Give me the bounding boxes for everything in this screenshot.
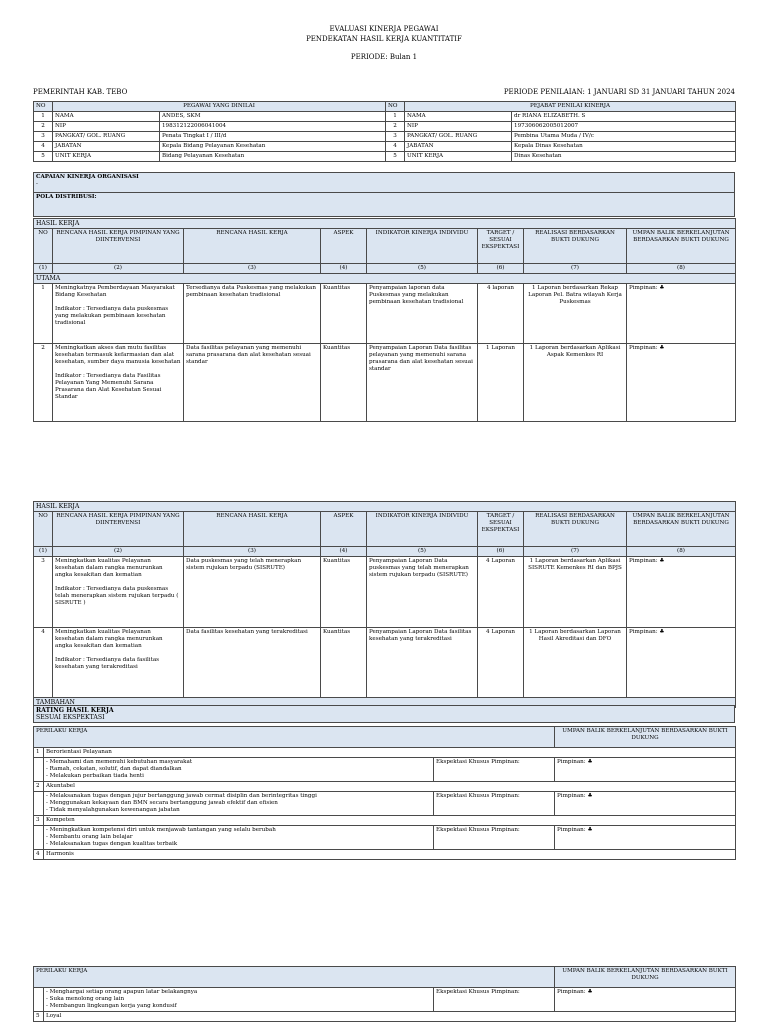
ekspektasi-label: Ekspektasi Khusus Pimpinan: [434,792,555,816]
hasil-kerja-row [34,344,736,422]
row-no: 2 [34,122,53,132]
pegawai-header: PEGAWAI YANG DINILAI [53,102,386,112]
col-num: (7) [524,264,627,274]
indikator-cell: Penyampaian Laporan Data puskesmas yang telah menerapkan sistem rujukan terpadu (SISRUTE) [367,557,478,628]
row-no: 3 [34,557,53,628]
col-num: (6) [478,264,524,274]
rhk-pimpinan-cell: Meningkatkan kualitas Pelayanan kesehatan dalam rangka menurunkan angka kesakitan dan kematian Indikator : Tersedianya data fasilitas kesehatan yang terakreditasi [53,628,184,698]
row-no: 5 [34,152,53,162]
field-label: PANGKAT/ GOL. RUANG [405,132,512,142]
blank-cell [34,826,44,850]
target-cell: 4 laporan [478,284,524,344]
rhk-pimpinan-cell: Meningkatnya Pemberdayaan Masyarakat Bidang Kesehatan Indikator : Tersedianya data puskesmas yang melakukan pembinaan kesehatan tradisional [53,284,184,344]
ekspektasi-label: Ekspektasi Khusus Pimpinan: [434,826,555,850]
col-aspek: ASPEK [321,512,367,547]
row-no: 2 [386,122,405,132]
row-no: 3 [34,132,53,142]
perilaku-row [34,816,736,826]
perilaku-name: Berorientasi Pelayanan [44,748,736,758]
row-no: 4 [34,142,53,152]
identity-row [34,132,736,142]
col-umpan-balik: UMPAN BALIK BERKELANJUTAN BERDASARKAN BUKTI DUKUNG [627,229,736,264]
aspek-cell: Kuantitas [321,557,367,628]
instansi-label: PEMERINTAH KAB. TEBO [33,88,128,96]
umpan-balik-cell: Pimpinan: ♣ [627,557,736,628]
row-no: 3 [386,132,405,142]
row-no: 5 [386,152,405,162]
umpan-balik-cell: Pimpinan: ♣ [627,284,736,344]
col-rhk-pimpinan: RENCANA HASIL KERJA PIMPINAN YANG DIINTERVENSI [53,512,184,547]
rhk-cell: Data fasilitas kesehatan yang terakreditasi [184,628,321,698]
hasil-kerja-row [34,628,736,698]
pejabat-value: dr RIANA ELIZABETH. S [512,112,736,122]
hasil-kerja-table-1 [33,218,736,422]
perilaku-header: PERILAKU KERJA [34,727,555,748]
field-label: JABATAN [405,142,512,152]
blank-cell [34,988,44,1012]
pegawai-value: 198312122006041004 [160,122,386,132]
field-label: PANGKAT/ GOL. RUANG [53,132,160,142]
identity-row [34,152,736,162]
target-cell: 1 Laporan [478,344,524,422]
pegawai-value: Penata Tingkat I / III/d [160,132,386,142]
hasil-kerja-table-2 [33,501,736,708]
perilaku-points: - Menghargai setiap orang apapun latar belakangnya - Suka menolong orang lain - Membangun lingkungan kerja yang kondusif [44,988,434,1012]
capaian-section [34,173,735,193]
row-no: 1 [34,284,53,344]
perilaku-no: 5 [34,1012,44,1022]
col-no: NO [34,229,53,264]
perilaku-name: Kompeten [44,816,736,826]
periode-penilaian-label: PERIODE PENILAIAN: 1 JANUARI SD 31 JANUARI TAHUN 2024 [503,88,735,96]
target-cell: 4 Laporan [478,628,524,698]
perilaku-table-1 [33,726,736,860]
col-rhk-pimpinan: RENCANA HASIL KERJA PIMPINAN YANG DIINTERVENSI [53,229,184,264]
realisasi-cell: 1 Laporan berdasarkan Rekap Laporan Pel. Batra wilayah Kerja Puskesmas [524,284,627,344]
utama-label: UTAMA [34,274,736,284]
perilaku-table-2 [33,966,736,1022]
perilaku-points: - Meningkatkan kompetensi diri untuk menjawab tantangan yang selalu berubah - Membantu orang lain belajar - Melaksanakan tugas dengan kualitas terbaik [44,826,434,850]
aspek-cell: Kuantitas [321,628,367,698]
umpan-balik-cell: Pimpinan: ♣ [627,344,736,422]
pejabat-value: Kepala Dinas Kesehatan [512,142,736,152]
pejabat-value: Dinas Kesehatan [512,152,736,162]
perilaku-row [34,782,736,792]
perilaku-detail-row [34,826,736,850]
col-num: (2) [53,264,184,274]
col-rhk: RENCANA HASIL KERJA [184,512,321,547]
row-no: 2 [34,344,53,422]
umpan-balik-cell: Pimpinan: ♣ [627,628,736,698]
identity-table [33,101,736,162]
pimpinan-feedback: Pimpinan: ♣ [555,988,736,1012]
col-no: NO [34,512,53,547]
perilaku-header: PERILAKU KERJA [34,967,555,988]
row-no: 4 [34,628,53,698]
rating-label: RATING HASIL KERJA [36,707,114,714]
col-num: (4) [321,547,367,557]
realisasi-cell: 1 Laporan berdasarkan Aplikasi SISRUTE Kemenkes RI dan BPJS [524,557,627,628]
col-num: (8) [627,264,736,274]
col-realisasi: REALISASI BERDASARKAN BUKTI DUKUNG [524,512,627,547]
field-label: NIP [53,122,160,132]
hasil-kerja-title: HASIL KERJA [34,219,736,229]
col-realisasi: REALISASI BERDASARKAN BUKTI DUKUNG [524,229,627,264]
perilaku-name: Akuntabel [44,782,736,792]
field-label: NIP [405,122,512,132]
col-num: (1) [34,264,53,274]
rating-table [33,705,735,723]
col-umpan-balik: UMPAN BALIK BERKELANJUTAN BERDASARKAN BUKTI DUKUNG [627,512,736,547]
rhk-cell: Data fasilitas pelayanan yang memenuhi sarana prasarana dan alat kesehatan sesuai standar [184,344,321,422]
pegawai-value: Bidang Pelayanan Kesehatan [160,152,386,162]
perilaku-umpan-header: UMPAN BALIK BERKELANJUTAN BERDASARKAN BUKTI DUKUNG [555,727,736,748]
perilaku-umpan-header: UMPAN BALIK BERKELANJUTAN BERDASARKAN BUKTI DUKUNG [555,967,736,988]
col-num: (2) [53,547,184,557]
indikator-cell: Penyampaian laporan data Puskesmas yang melakukan pembinaan kesehatan tradisional [367,284,478,344]
col-aspek: ASPEK [321,229,367,264]
perilaku-detail-row [34,792,736,816]
perilaku-name: Harmonis [44,850,736,860]
col-target: TARGET / SESUAI EKSPEKTASI [478,229,524,264]
perilaku-no: 2 [34,782,44,792]
pola-section [34,193,735,217]
col-num: (3) [184,547,321,557]
identity-row [34,122,736,132]
capaian-label: CAPAIAN KINERJA ORGANISASI [36,174,139,180]
indikator-cell: Penyampaian Laporan Data fasilitas kesehatan yang terakreditasi [367,628,478,698]
perilaku-no: 3 [34,816,44,826]
rating-value: SESUAI EKSPEKTASI [36,714,105,721]
col-rhk: RENCANA HASIL KERJA [184,229,321,264]
col-num: (4) [321,264,367,274]
pegawai-value: ANDES, SKM [160,112,386,122]
realisasi-cell: 1 Laporan berdasarkan Aplikasi Aspak Kemenkes RI [524,344,627,422]
col-target: TARGET / SESUAI EKSPEKTASI [478,512,524,547]
col-num: (6) [478,547,524,557]
rhk-pimpinan-cell: Meningkatkan kualitas Pelayanan kesehatan dalam rangka menurunkan angka kesakitan dan kematian Indikator : Tersedianya data puskesmas telah menerapkan sistem rujukan terpadu ( SISRUTE ) [53,557,184,628]
field-label: NAMA [53,112,160,122]
rhk-cell: Data puskesmas yang telah menerapkan sistem rujukan terpadu (SISRUTE) [184,557,321,628]
col-num: (3) [184,264,321,274]
target-cell: 4 Laporan [478,557,524,628]
col-num: (1) [34,547,53,557]
perilaku-name: Loyal [44,1012,736,1022]
header-row [33,88,735,96]
field-label: JABATAN [53,142,160,152]
perilaku-points: - Memahami dan memenuhi kebutuhan masyarakat - Ramah, cekatan, solutif, dan dapat diandalkan - Melakukan perbaikan tiada henti [44,758,434,782]
rating-section [34,706,735,723]
pimpinan-feedback: Pimpinan: ♣ [555,792,736,816]
realisasi-cell: 1 Laporan berdasarkan Laporan Hasil Akreditasi dan DFO [524,628,627,698]
field-label: UNIT KERJA [53,152,160,162]
field-label: NAMA [405,112,512,122]
capaian-value: - [36,181,38,187]
tambahan-label: TAMBAHAN [34,698,736,708]
blank-cell [34,792,44,816]
no-header: NO [386,102,405,112]
pegawai-value: Kepala Bidang Pelayanan Kesehatan [160,142,386,152]
capaian-table [33,172,735,217]
aspek-cell: Kuantitas [321,284,367,344]
perilaku-no: 1 [34,748,44,758]
rhk-cell: Tersedianya data Puskesmas yang melakukan pembinaan kesehatan tradisional [184,284,321,344]
field-label: UNIT KERJA [405,152,512,162]
row-no: 1 [34,112,53,122]
row-no: 4 [386,142,405,152]
pejabat-value: 197306062005012007 [512,122,736,132]
perilaku-no: 4 [34,850,44,860]
col-num: (7) [524,547,627,557]
col-num: (5) [367,264,478,274]
identity-row [34,142,736,152]
document-subtitle: PENDEKATAN HASIL KERJA KUANTITATIF [306,35,462,43]
perilaku-detail-row [34,758,736,782]
periode-label: PERIODE: Bulan 1 [350,53,418,61]
indikator-cell: Penyampaian Laporan Data fasilitas pelayanan yang memenuhi sarana prasarana dan alat kesehatan sesuai standar [367,344,478,422]
col-indikator: INDIKATOR KINERJA INDIVIDU [367,512,478,547]
pimpinan-feedback: Pimpinan: ♣ [555,826,736,850]
identity-row [34,112,736,122]
ekspektasi-label: Ekspektasi Khusus Pimpinan: [434,988,555,1012]
no-header: NO [34,102,53,112]
col-num: (8) [627,547,736,557]
col-indikator: INDIKATOR KINERJA INDIVIDU [367,229,478,264]
rhk-pimpinan-cell: Meningkatkan akses dan mutu fasilitas kesehatan termasuk kefarmasian dan alat kesehatan, sumber daya manusia kesehatan Indikator : Tersedianya data Fasilitas Pelayanan Yang Memenuhi Sarana Prasarana dan Alat Kesehatan Sesuai Standar [53,344,184,422]
pejabat-value: Pembina Utama Muda / IV/c [512,132,736,142]
perilaku-points: - Melaksanakan tugas dengan jujur bertanggung jawab cermat disiplin dan berintegritas tinggi - Menggunakan kekayaan dan BMN secara bertanggung jawab efektif dan efisien - Tidak menyalahgunakan kewenangan jabatan [44,792,434,816]
ekspektasi-label: Ekspektasi Khusus Pimpinan: [434,758,555,782]
pola-label: POLA DISTRIBUSI: [36,194,97,200]
hasil-kerja-row [34,284,736,344]
row-no: 1 [386,112,405,122]
pejabat-header: PEJABAT PENILAI KINERJA [405,102,736,112]
hasil-kerja-row [34,557,736,628]
perilaku-row [34,748,736,758]
aspek-cell: Kuantitas [321,344,367,422]
hasil-kerja-title: HASIL KERJA [34,502,736,512]
pimpinan-feedback: Pimpinan: ♣ [555,758,736,782]
col-num: (5) [367,547,478,557]
perilaku-row [34,850,736,860]
document-title: EVALUASI KINERJA PEGAWAI [329,25,439,33]
blank-cell [34,758,44,782]
